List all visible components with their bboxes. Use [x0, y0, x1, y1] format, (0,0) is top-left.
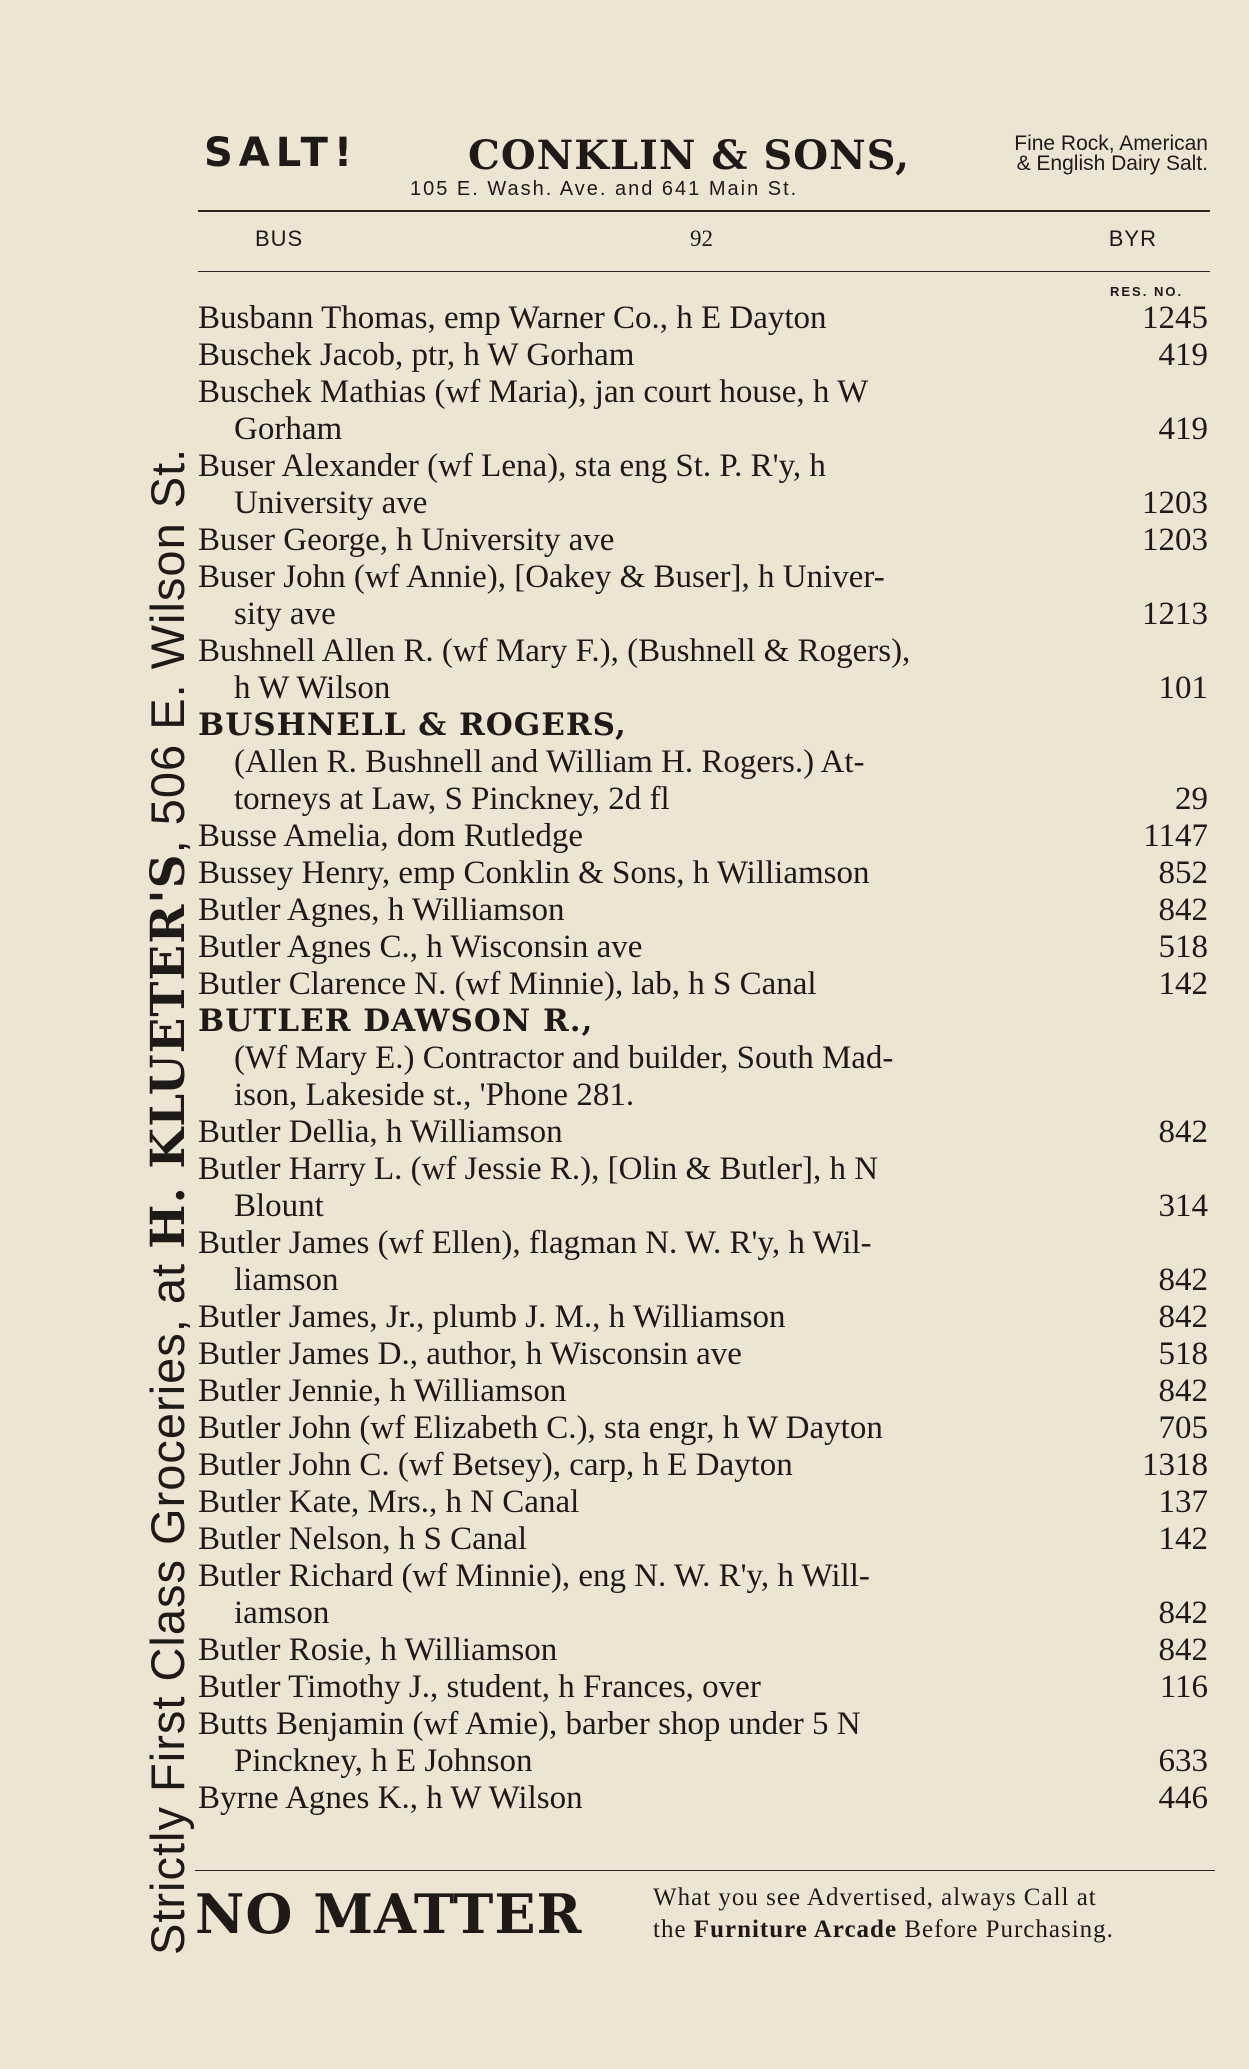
listing-line [198, 559, 1208, 596]
entry-text: Buser Alexander (wf Lena), sta eng St. P. R'y, h [198, 448, 826, 484]
listing-line [198, 1299, 1208, 1336]
footer-headline: NO MATTER [195, 1882, 583, 1946]
footer-advertisement [195, 1882, 1215, 1952]
running-head [200, 226, 1212, 256]
listing-line [198, 929, 1208, 966]
entry-text: Gorham [234, 411, 343, 447]
entry-text: Butler Agnes C., h Wisconsin ave [198, 929, 643, 965]
listing-line [198, 1373, 1208, 1410]
residence-number: 842 [1158, 1114, 1208, 1150]
entry-text: Butler James D., author, h Wisconsin ave [198, 1336, 742, 1372]
residence-number: 137 [1158, 1484, 1208, 1520]
page-number: 92 [690, 226, 713, 251]
entry-text: Butler Agnes, h Williamson [198, 892, 565, 928]
residence-number: 842 [1158, 1595, 1208, 1631]
entry-text: Butler Nelson, h S Canal [198, 1521, 528, 1557]
residence-number: 705 [1158, 1410, 1208, 1446]
entry-text: iamson [234, 1595, 330, 1631]
listing-line [198, 522, 1208, 559]
residence-number: 1213 [1142, 596, 1208, 632]
residence-number: 1203 [1142, 522, 1208, 558]
listing-line [198, 448, 1208, 485]
furniture-arcade: Furniture Arcade [693, 1916, 898, 1943]
residence-number: 101 [1158, 670, 1208, 706]
listing-line [198, 1262, 1208, 1299]
listing-line [198, 1669, 1208, 1706]
listing-line [198, 1447, 1208, 1484]
footer-rule [195, 1870, 1215, 1871]
listing-line [198, 1595, 1208, 1632]
entry-text: ison, Lakeside st., 'Phone 281. [234, 1077, 635, 1113]
listing-line [198, 633, 1208, 670]
listing-line [198, 374, 1208, 411]
listing-line [198, 1521, 1208, 1558]
listing-line [198, 1040, 1208, 1077]
listing-line [198, 485, 1208, 522]
directory-listing [198, 300, 1208, 1817]
listing-line [198, 1188, 1208, 1225]
listing-line [198, 337, 1208, 374]
listing-line [198, 855, 1208, 892]
entry-text: Byrne Agnes K., h W Wilson [198, 1780, 583, 1816]
listing-line [198, 1706, 1208, 1743]
entry-text: Butler Rosie, h Williamson [198, 1632, 558, 1668]
residence-number: 116 [1159, 1669, 1208, 1705]
entry-text: h W Wilson [234, 670, 391, 706]
running-head-left: BUS [255, 226, 304, 251]
listing-line [198, 1743, 1208, 1780]
entry-text: sity ave [234, 596, 336, 632]
residence-number: 518 [1158, 1336, 1208, 1372]
residence-number: 842 [1158, 892, 1208, 928]
listing-line [198, 892, 1208, 929]
residence-number: 852 [1158, 855, 1208, 891]
listing-line [198, 1114, 1208, 1151]
residence-number: 446 [1158, 1780, 1208, 1816]
listing-line [198, 1484, 1208, 1521]
entry-text: Bussey Henry, emp Conklin & Sons, h Williamson [198, 855, 870, 891]
listing-line [198, 1410, 1208, 1447]
entry-text: Butler John C. (wf Betsey), carp, h E Dayton [198, 1447, 793, 1483]
residence-number: 1245 [1142, 300, 1208, 336]
entry-text: liamson [234, 1262, 339, 1298]
residence-number: 633 [1158, 1743, 1208, 1779]
entry-text: Butler Dellia, h Williamson [198, 1114, 563, 1150]
listing-line [198, 1780, 1208, 1817]
entry-text: Butler Richard (wf Minnie), eng N. W. R'y, h Will- [198, 1558, 870, 1594]
residence-number: 142 [1158, 966, 1208, 1002]
listing-line [198, 1558, 1208, 1595]
side-ad-name: H. KLUETER'S [141, 853, 196, 1249]
entry-text: Blount [234, 1188, 324, 1224]
entry-text: Butler John (wf Elizabeth C.), sta engr, h W Dayton [198, 1410, 883, 1446]
entry-text: torneys at Law, S Pinckney, 2d fl [234, 781, 670, 817]
products-text [888, 134, 1208, 174]
listing-line [198, 818, 1208, 855]
entry-text: Butler Kate, Mrs., h N Canal [198, 1484, 580, 1520]
entry-text: University ave [234, 485, 428, 521]
residence-number: 842 [1158, 1632, 1208, 1668]
entry-text: Busse Amelia, dom Rutledge [198, 818, 583, 854]
listing-line [198, 1225, 1208, 1262]
side-advertisement [0, 0, 196, 2069]
entry-text: Butler Jennie, h Williamson [198, 1373, 567, 1409]
residence-number: 1147 [1143, 818, 1208, 854]
listing-line [198, 1003, 1208, 1040]
entry-text: (Allen R. Bushnell and William H. Rogers.) At- [234, 744, 865, 780]
residence-number: 29 [1175, 781, 1208, 817]
firm-name: BUSHNELL & ROGERS, [198, 707, 627, 743]
listing-line [198, 744, 1208, 781]
residence-number: 314 [1158, 1188, 1208, 1224]
listing-line [198, 781, 1208, 818]
entry-text: Butler James, Jr., plumb J. M., h Williamson [198, 1299, 786, 1335]
residence-number: 518 [1158, 929, 1208, 965]
listing-line [198, 1077, 1208, 1114]
listing-line [198, 596, 1208, 633]
listing-line [198, 966, 1208, 1003]
listing-line [198, 670, 1208, 707]
side-ad-part-3: , 506 E. Wilson St. [141, 447, 194, 854]
side-ad-text [140, 135, 196, 1955]
residence-number: 419 [1158, 411, 1208, 447]
subheader-rule [198, 271, 1210, 272]
entry-text: (Wf Mary E.) Contractor and builder, South Mad- [234, 1040, 894, 1076]
residence-number: 1203 [1142, 485, 1208, 521]
res-no-label: RES. NO. [1110, 284, 1184, 299]
entry-text: Busbann Thomas, emp Warner Co., h E Dayton [198, 300, 827, 336]
residence-number: 1318 [1142, 1447, 1208, 1483]
company-name: CONKLIN & SONS, [468, 132, 911, 179]
footer-line-2 [653, 1916, 1114, 1944]
entry-text: Butler James (wf Ellen), flagman N. W. R'y, h Wil- [198, 1225, 872, 1261]
listing-line [198, 707, 1208, 744]
entry-text: Butler Timothy J., student, h Frances, over [198, 1669, 761, 1705]
entry-text: Buser John (wf Annie), [Oakey & Buser], h Univer- [198, 559, 885, 595]
footer-line-1: What you see Advertised, always Call at [653, 1884, 1097, 1911]
header-rule [198, 210, 1210, 212]
company-address: 105 E. Wash. Ave. and 641 Main St. [410, 178, 799, 200]
products-line-2: & English Dairy Salt. [1016, 152, 1208, 175]
footer-line-2a: the [653, 1916, 694, 1943]
residence-number: 142 [1158, 1521, 1208, 1557]
entry-text: Buschek Mathias (wf Maria), jan court house, h W [198, 374, 869, 410]
entry-text: Butler Clarence N. (wf Minnie), lab, h S Canal [198, 966, 817, 1002]
listing-line [198, 1151, 1208, 1188]
entry-text: Butts Benjamin (wf Amie), barber shop under 5 N [198, 1706, 861, 1742]
entry-text: Pinckney, h E Johnson [234, 1743, 533, 1779]
side-ad-part-1: Strictly First Class Groceries, at [141, 1248, 194, 1955]
listing-line [198, 1336, 1208, 1373]
residence-number: 842 [1158, 1299, 1208, 1335]
top-advertisement [200, 128, 1212, 210]
salt-headline: SALT! [204, 130, 359, 176]
residence-number: 842 [1158, 1262, 1208, 1298]
listing-line [198, 411, 1208, 448]
products-line-1: Fine Rock, American [1014, 132, 1208, 155]
residence-number: 842 [1158, 1373, 1208, 1409]
entry-text: Buser George, h University ave [198, 522, 615, 558]
entry-text: Buschek Jacob, ptr, h W Gorham [198, 337, 635, 373]
listing-line [198, 1632, 1208, 1669]
entry-text: Butler Harry L. (wf Jessie R.), [Olin & Butler], h N [198, 1151, 879, 1187]
entry-text: Bushnell Allen R. (wf Mary F.), (Bushnell & Rogers), [198, 633, 911, 669]
residence-number: 419 [1158, 337, 1208, 373]
firm-name: BUTLER DAWSON R., [198, 1003, 594, 1039]
running-head-right: BYR [1108, 226, 1157, 251]
listing-line [198, 300, 1208, 337]
footer-line-2c: Before Purchasing. [897, 1916, 1114, 1943]
